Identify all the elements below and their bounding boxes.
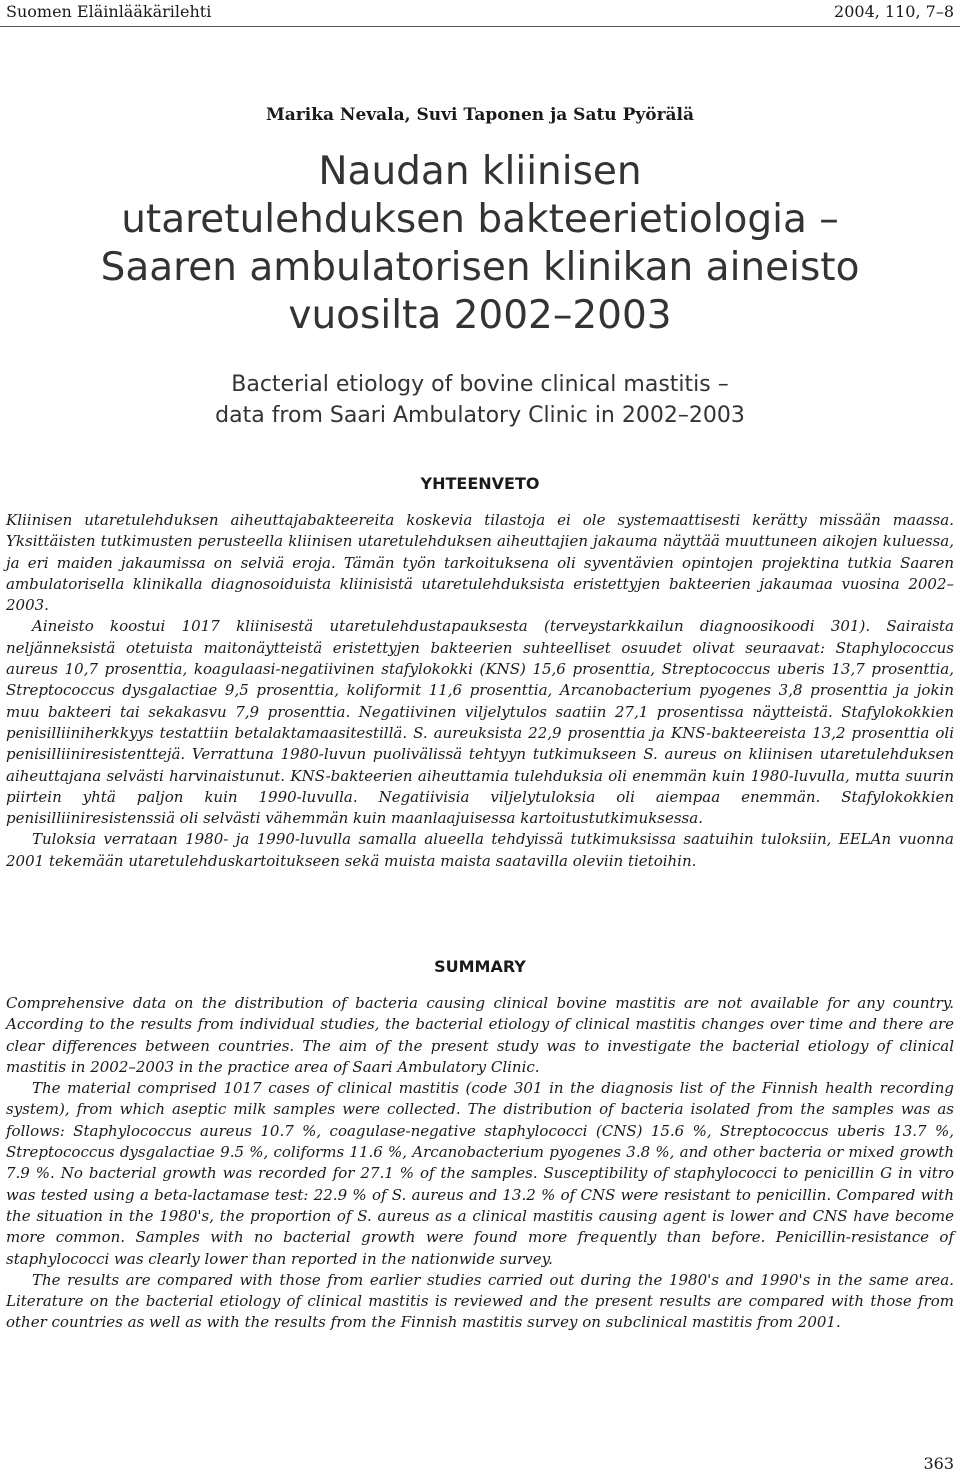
header-rule	[0, 26, 960, 27]
summary-heading: SUMMARY	[434, 957, 526, 976]
title-finnish-line: vuosilta 2002–2003	[288, 293, 672, 338]
paragraph: Kliinisen utaretulehduksen aiheuttajabakteereita koskevia tilastoja ei ole systemaattisesti kerätty missään maassa. Yksittäisten tutkimusten perusteella kliinisen utaretulehduksen aiheuttajien jakauma näyttää muuttuneen aikojen kuluessa, ja eri maiden jakaumissa on selviä eroja. Tämän työn tarkoituksena oli syventävien opintojen projektina tutkia Saaren ambulatorisella klinikalla diagnosoiduista kliinisistä utaretulehduksista eristettyjen bakteerien jakaumaa vuosina 2002–2003.	[6, 511, 954, 615]
yhteenveto-heading: YHTEENVETO	[420, 474, 540, 493]
paragraph: Comprehensive data on the distribution of bacteria causing clinical bovine mastitis are not available for any country. According to the results from individual studies, the bacterial etiology of clinical mastitis changes over time and there are clear differences between countries. The aim of the present study was to investigate the bacterial etiology of clinical mastitis in 2002–2003 in the practice area of Saari Ambulatory Clinic.	[6, 994, 954, 1076]
running-header	[6, 0, 954, 24]
summary-body	[6, 993, 954, 1334]
title-finnish	[0, 148, 960, 340]
page-number: 363	[923, 1454, 954, 1473]
title-finnish-line: Naudan kliinisen	[318, 149, 642, 194]
yhteenveto-body	[6, 510, 954, 872]
title-english-line: data from Saari Ambulatory Clinic in 2002–2003	[215, 403, 745, 428]
paragraph: Aineisto koostui 1017 kliinisestä utaretulehdustapauksesta (terveystarkkailun diagnoosikoodi 301). Sairaista neljänneksistä otetuista maitonäytteistä eristettyjen bakteerien suhteelliset osuudet olivat seuraavat: Staphylococcus aureus 10,7 prosenttia, koagulaasi-negatiivinen stafylokokki (KNS) 15,6 prosenttia, Streptococcus uberis 13,7 prosenttia, Streptococcus dysgalactiae 9,5 prosenttia, koliformit 11,6 prosenttia, Arcanobacterium pyogenes 3,8 prosenttia ja jokin muu bakteeri tai sekakasvu 7,9 prosenttia. Negatiivinen viljelytulos saatiin 27,1 prosentissa näytteistä. Stafylokokkien penisilliiniherkkyys testattiin betalaktamaasitestillä. S. aureuksista 22,9 prosenttia ja KNS-bakteereista 13,2 prosenttia oli penisilliiniresistenttejä. Verrattuna 1980-luvun puolivälissä tehtyyn tutkimukseen S. aureus on kliinisen utaretulehduksen aiheuttajana selvästi harvinaistunut. KNS-bakteerien aiheuttamia tulehduksia oli enemmän kuin 1980-luvulla, mutta suurin piirtein yhtä paljon kuin 1990-luvulla. Negatiivisia viljelytuloksia oli aiempaa enemmän. Stafylokokkien penisilliiniresistenssiä oli selvästi vähemmän kuin maanlaajuisessa kartoitustutkimuksessa.	[6, 617, 954, 828]
title-english	[0, 369, 960, 431]
journal-name: Suomen Eläinlääkärilehti	[6, 2, 212, 21]
paragraph: Tuloksia verrataan 1980- ja 1990-luvulla samalla alueella tehdyissä tutkimuksissa saatuihin tuloksiin, EELAn vuonna 2001 tekemään utaretulehduskartoitukseen sekä muista maista saatavilla oleviin tietoihin.	[6, 830, 954, 870]
paragraph: The results are compared with those from earlier studies carried out during the 1980's and 1990's in the same area. Literature on the bacterial etiology of clinical mastitis is reviewed and the present results are compared with those from other countries as well as with the results from the Finnish mastitis survey on subclinical mastitis from 2001.	[6, 1270, 954, 1332]
authors: Marika Nevala, Suvi Taponen ja Satu Pyörälä	[265, 105, 695, 125]
issue-info: 2004, 110, 7–8	[834, 2, 954, 21]
title-english-line: Bacterial etiology of bovine clinical mastitis –	[231, 372, 729, 397]
title-finnish-line: Saaren ambulatorisen klinikan aineisto	[100, 245, 860, 290]
paragraph: The material comprised 1017 cases of clinical mastitis (code 301 in the diagnosis list of the Finnish health recording system), from which aseptic milk samples were collected. The distribution of bacteria isolated from the samples was as follows: Staphylococcus aureus 10.7 %, coagulase-negative staphylococci (CNS) 15.6 %, Streptococcus uberis 13.7 %, Streptococcus dysgalactiae 9.5 %, coliforms 11.6 %, Arcanobacterium pyogenes 3.8 %, and other bacteria or mixed growth 7.9 %. No bacterial growth was recorded for 27.1 % of the samples. Susceptibility of staphylococci to penicillin G in vitro was tested using a beta-lactamase test: 22.9 % of S. aureus and 13.2 % of CNS were resistant to penicillin. Compared with the situation in the 1980's, the proportion of S. aureus as a clinical mastitis causing agent is lower and CNS have become more common. Samples with no bacterial growth were found more frequently than before. Penicillin-resistance of staphylococci was clearly lower than reported in the nationwide survey.	[6, 1079, 954, 1268]
title-finnish-line: utaretulehduksen bakteerietiologia –	[121, 197, 839, 242]
